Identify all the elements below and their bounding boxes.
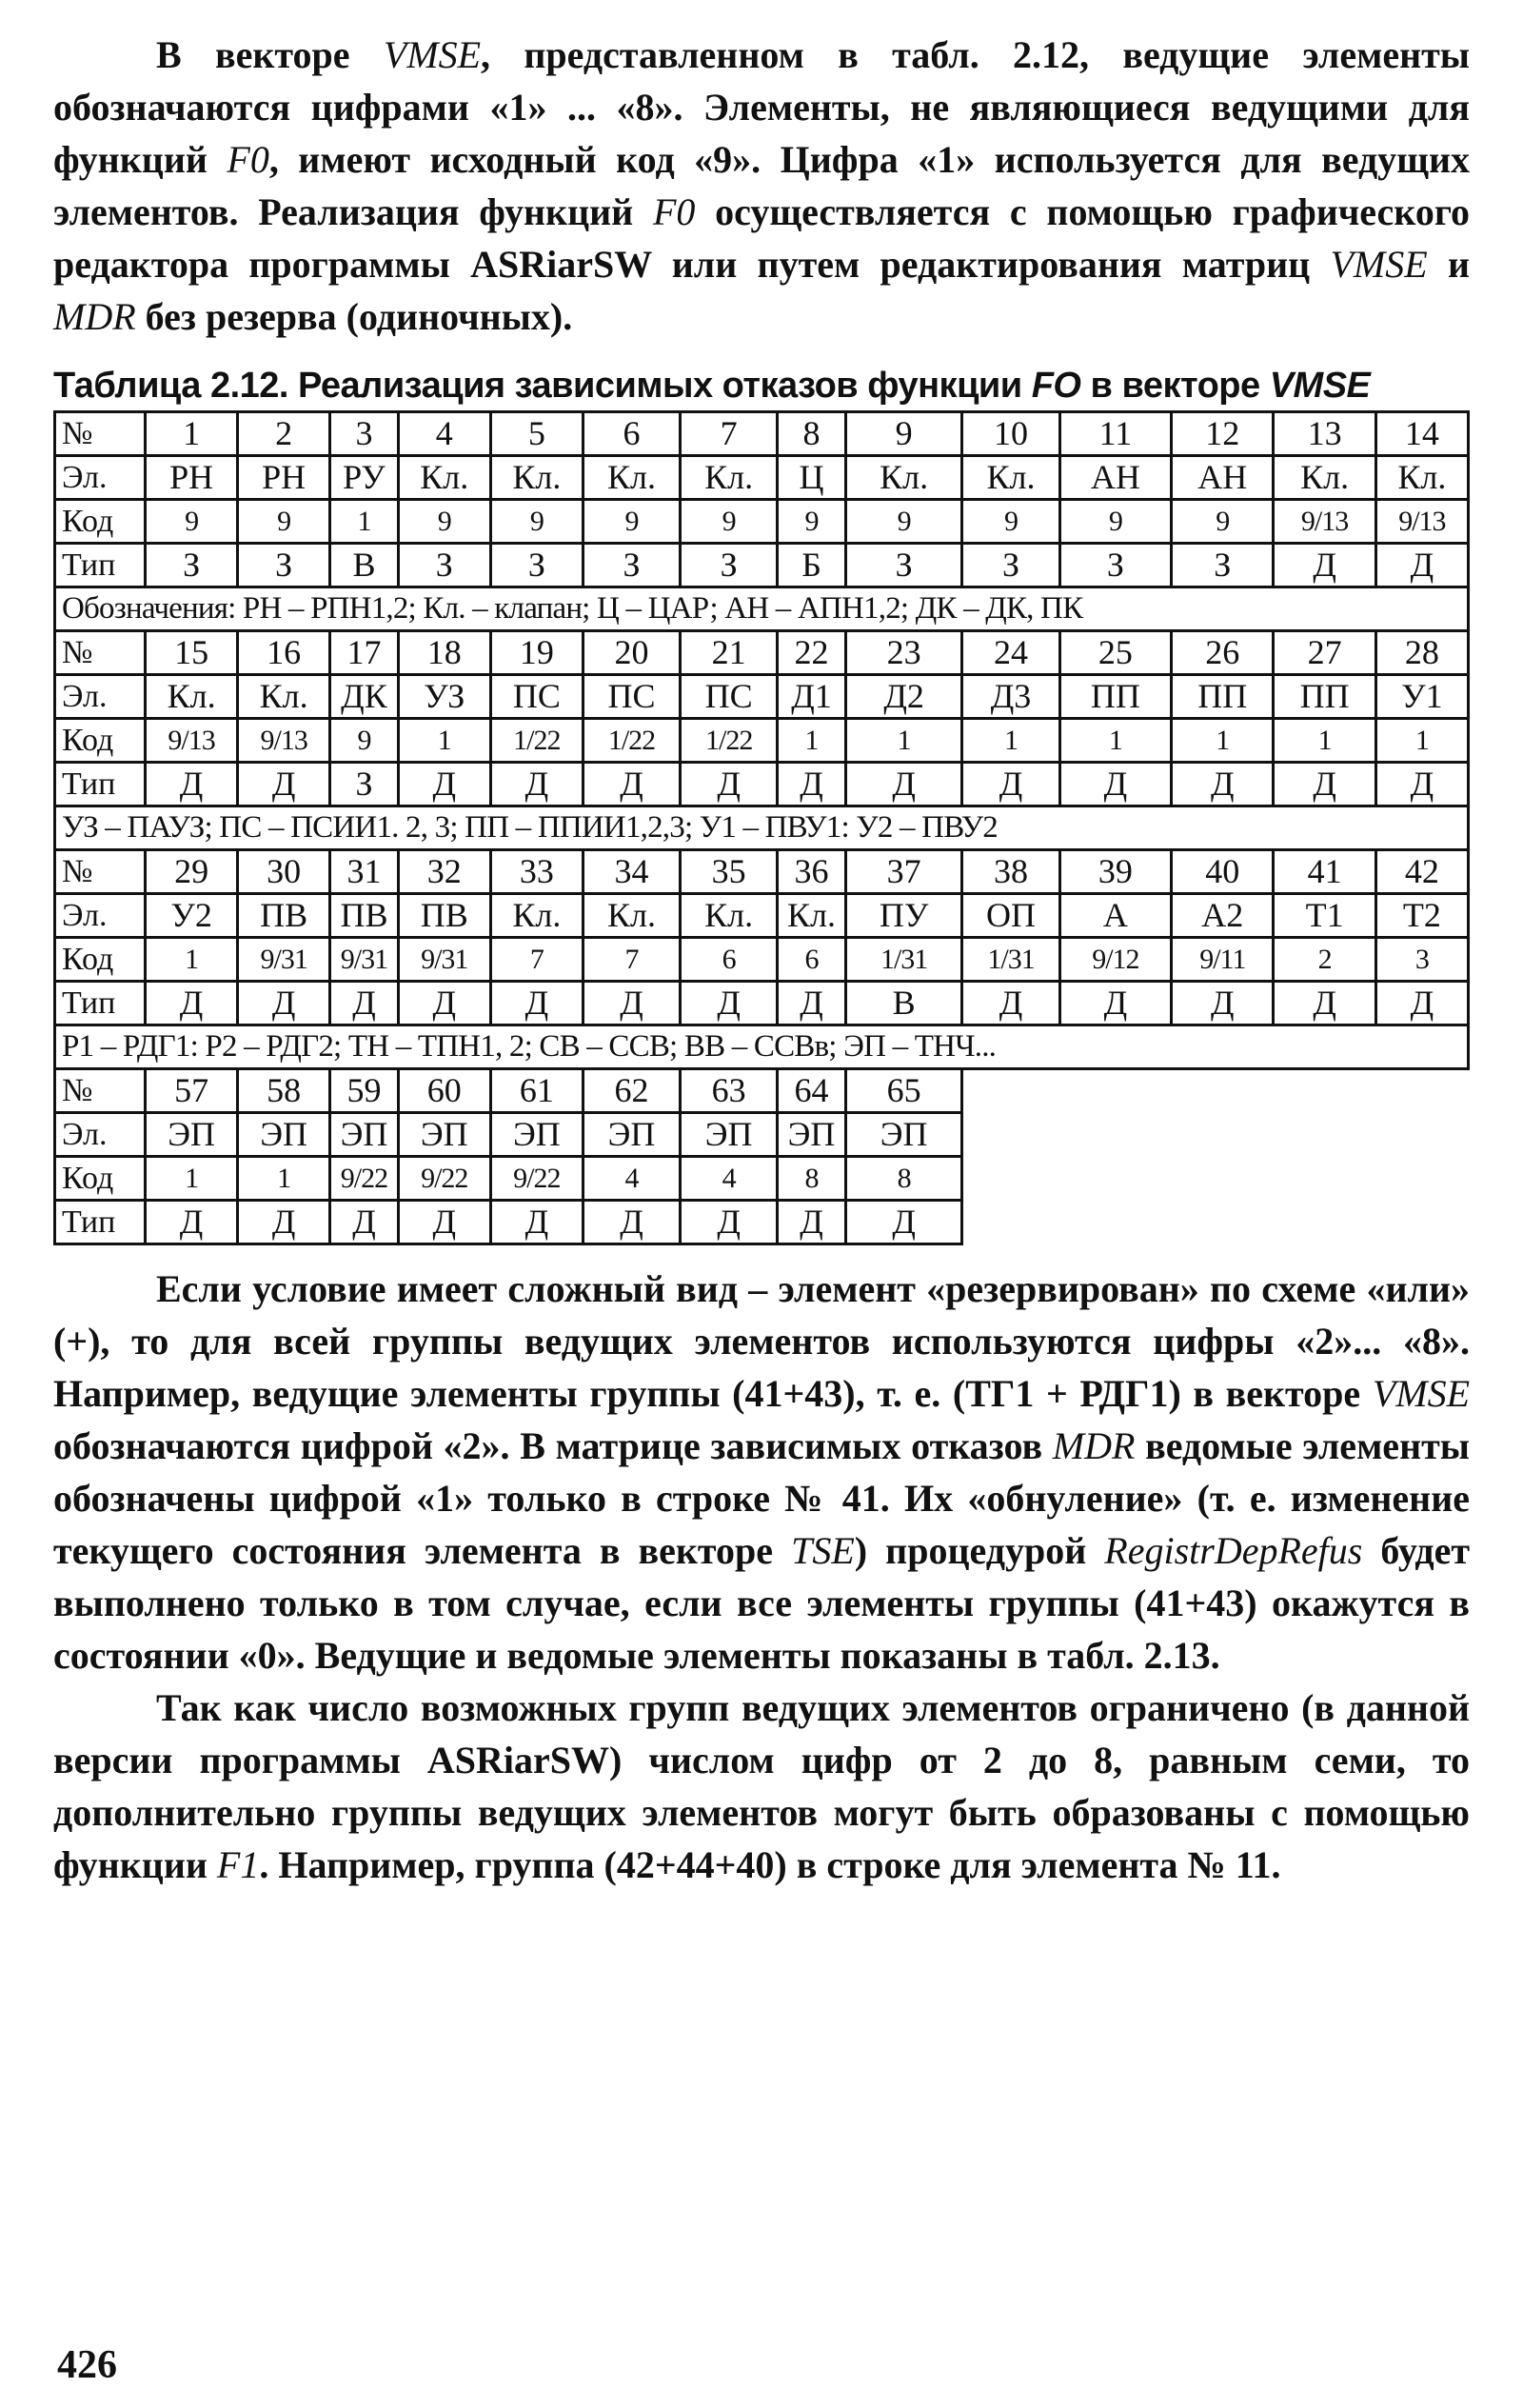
table-cell: З [1172,544,1274,587]
table-cell: Д [778,763,846,806]
row-label: Код [55,500,146,544]
intro-text: осуществляется с помощью графического редактора программы ASRiarSW или путем редактирования матриц [53,190,1470,286]
table-cell: 18 [398,631,490,675]
table-cell: 61 [490,1069,583,1113]
table-cell: 9 [778,500,846,544]
table-cell: 1 [1375,719,1468,763]
table-cell: 1 [1059,719,1172,763]
table-cell: 9 [1172,500,1274,544]
table-cell: 1/31 [962,938,1059,982]
table-cell: ЭП [490,1113,583,1157]
table-cell: А2 [1172,894,1274,938]
table-cell: 6 [681,938,778,982]
table-cell: 9 [330,719,399,763]
table-cell: Д [1059,982,1172,1025]
table-cell: 9/11 [1172,938,1274,982]
table-cell: ЭП [778,1113,846,1157]
table-cell: Д [1172,763,1274,806]
table-cell: Д [845,1201,962,1244]
table-cell: Д [398,1201,490,1244]
table-cell: 35 [681,850,778,894]
table-cell: Д [583,1201,680,1244]
table-cell: РУ [330,456,399,500]
empty-cell [1059,1157,1172,1201]
table-cell: Д [146,1201,238,1244]
page-number: 426 [57,2343,117,2387]
intro-text: В векторе [156,33,384,76]
table-cell: ЭП [845,1113,962,1157]
table-cell: 26 [1172,631,1274,675]
table-cell: 1 [1172,719,1274,763]
code-row [55,938,1469,982]
table-cell: 13 [1274,412,1375,456]
table-cell: Д2 [845,675,962,719]
table-cell: 19 [490,631,583,675]
empty-cell [1375,1069,1468,1113]
table-cell: 4 [398,412,490,456]
row-label: Код [55,719,146,763]
table-cell: 9/31 [330,938,399,982]
table-cell: 14 [1375,412,1468,456]
term-vmse: VMSE [1372,1372,1470,1415]
table-cell: 8 [845,1157,962,1201]
table-cell: Кл. [490,456,583,500]
table-cell: 9/22 [330,1157,399,1201]
row-label: № [55,412,146,456]
table-cell: 62 [583,1069,680,1113]
table-cell: З [330,763,399,806]
paragraph-3: Так как число возможных групп ведущих элементов ограничено (в данной версии программы ASRiarSW) числом цифр от 2 до 8, равным семи, то дополнительно группы ведущих элементов могут быть образованы с помощью функции F1. Например, группа (42+44+40) в строке для элемента № 11. [53,1686,1470,1886]
row-label: Тип [55,1201,146,1244]
table-cell: Д [238,1201,330,1244]
intro-text: , имеют исходный код «9». Цифра «1» используется для ведущих элементов. Реализация функций [53,138,1470,233]
table-cell: 9/13 [146,719,238,763]
table-cell: 1 [398,719,490,763]
table-cell: 9 [238,500,330,544]
table-cell: Д3 [962,675,1059,719]
empty-cell [1375,1113,1468,1157]
table-cell: З [238,544,330,587]
empty-cell [962,1157,1059,1201]
table-cell: Д [330,982,399,1025]
term-f0: F0 [227,138,269,181]
table-cell: АН [1059,456,1172,500]
table-cell: 15 [146,631,238,675]
number-row [55,412,1469,456]
table-cell: 9/12 [1059,938,1172,982]
table-cell: Д [1059,763,1172,806]
table-cell: ПС [681,675,778,719]
term-vmse: VMSE [1330,243,1428,286]
table-cell: У1 [1375,675,1468,719]
table-cell: Д [681,982,778,1025]
table-cell: 59 [330,1069,399,1113]
table-cell: Кл. [681,456,778,500]
empty-cell [962,1069,1059,1113]
table-cell: 8 [778,412,846,456]
table-cell: 32 [398,850,490,894]
table-cell: ПС [490,675,583,719]
table-cell: 37 [845,850,962,894]
table-cell: 41 [1274,850,1375,894]
table-cell: 9/13 [238,719,330,763]
element-row [55,456,1469,500]
empty-cell [962,1113,1059,1157]
table-cell: 1 [845,719,962,763]
table-cell: Д [238,763,330,806]
table-cell: ПВ [330,894,399,938]
row-label: Тип [55,982,146,1025]
table-cell: РН [238,456,330,500]
table-cell: 33 [490,850,583,894]
row-label: № [55,631,146,675]
table-cell: 10 [962,412,1059,456]
row-label: Код [55,1157,146,1201]
empty-cell [1375,1157,1468,1201]
table-cell: 4 [681,1157,778,1201]
table-cell: 40 [1172,850,1274,894]
row-label: № [55,1069,146,1113]
table-cell: 5 [490,412,583,456]
table-cell: ПС [583,675,680,719]
table-cell: А [1059,894,1172,938]
table-cell: З [681,544,778,587]
table-cell: 38 [962,850,1059,894]
table-cell: УЗ [398,675,490,719]
table-cell: 1 [146,938,238,982]
intro-text: и [1427,243,1470,286]
table-cell: 2 [238,412,330,456]
table-cell: ЭП [583,1113,680,1157]
row-label: Тип [55,763,146,806]
type-row [55,982,1469,1025]
table-cell: Д [778,982,846,1025]
row-label: Код [55,938,146,982]
table-cell: В [330,544,399,587]
table-cell: 7 [583,938,680,982]
term-mdr: MDR [1052,1424,1136,1467]
table-cell: 9 [845,412,962,456]
row-label: Эл. [55,894,146,938]
table-cell: Д [681,1201,778,1244]
table-cell: Д [845,763,962,806]
legend-note: УЗ – ПАУЗ; ПС – ПСИИ1. 2, 3; ПП – ППИИ1,2,3; У1 – ПВУ1: У2 – ПВУ2 [55,806,1469,850]
table-cell: 6 [778,938,846,982]
table-cell: Д [962,763,1059,806]
table-cell: 57 [146,1069,238,1113]
table-cell: Б [778,544,846,587]
table-cell: ПВ [238,894,330,938]
table-cell: 11 [1059,412,1172,456]
table-cell: Д [681,763,778,806]
table-cell: Кл. [583,456,680,500]
empty-cell [1172,1201,1274,1244]
term-vmse: VMSE [383,33,482,76]
table-cell: Д [398,763,490,806]
empty-cell [1172,1069,1274,1113]
table-cell: Кл. [490,894,583,938]
table-cell: 1 [330,500,399,544]
table-cell: Ц [778,456,846,500]
table-cell: Д [490,982,583,1025]
empty-cell [1274,1201,1375,1244]
table-cell: 22 [778,631,846,675]
table-cell: 1/22 [490,719,583,763]
elements-table [53,410,1470,1245]
table-cell: ЭП [398,1113,490,1157]
table-cell: ДК [330,675,399,719]
table-cell: Д [962,982,1059,1025]
table-cell: Т2 [1375,894,1468,938]
element-row [55,1113,1469,1157]
table-cell: 64 [778,1069,846,1113]
table-cell: З [146,544,238,587]
table-cell: Д [583,982,680,1025]
empty-cell [1274,1157,1375,1201]
table-cell: 25 [1059,631,1172,675]
table-cell: ПП [1059,675,1172,719]
table-cell: З [398,544,490,587]
table-cell: 36 [778,850,846,894]
table-cell: Д [1375,544,1468,587]
table-cell: Д [1274,982,1375,1025]
table-cell: Д [238,982,330,1025]
code-row [55,500,1469,544]
table-cell: Кл. [146,675,238,719]
table-cell: ПП [1172,675,1274,719]
legend-note: Обозначения: РН – РПН1,2; Кл. – клапан; Ц – ЦАР; АН – АПН1,2; ДК – ДК, ПК [55,587,1469,631]
table-cell: Кл. [962,456,1059,500]
table-cell: 17 [330,631,399,675]
table-cell: 1 [146,1157,238,1201]
legend-row [55,1025,1469,1069]
table-cell: ПУ [845,894,962,938]
table-cell: ЭП [146,1113,238,1157]
table-cell: 7 [681,412,778,456]
table-cell: 21 [681,631,778,675]
empty-cell [1274,1069,1375,1113]
table-cell: 1/22 [583,719,680,763]
table-cell: 9/22 [490,1157,583,1201]
table-cell: 9/31 [398,938,490,982]
table-cell: 1 [1274,719,1375,763]
table-cell: 9 [490,500,583,544]
paragraph-2: Если условие имеет сложный вид – элемент «резервирован» по схеме «или» (+), то для всей группы ведущих элементов используются цифры «2»... «8». Например, ведущие элементы группы (41+43), т. е. (ТГ1 + РДГ1) в векторе VMSE обозначаются цифрой «2». В матрице зависимых отказов MDR ведомые элементы обозначены цифрой «1» только в строке № 41. Их «обнуление» (т. е. изменение текущего состояния элемента в векторе TSE) процедурой RegistrDepRefus будет выполнено только в том случае, если все элементы группы (41+43) окажутся в состоянии «0». Ведущие и ведомые элементы показаны в табл. 2.13. [53,1267,1470,1677]
table-cell: Д [1375,763,1468,806]
table-cell: 8 [778,1157,846,1201]
table-cell: 30 [238,850,330,894]
table-cell: ЭП [238,1113,330,1157]
table-cell: Д [490,1201,583,1244]
table-cell: З [583,544,680,587]
empty-cell [1274,1113,1375,1157]
table-cell: 65 [845,1069,962,1113]
table-cell: Д [1375,982,1468,1025]
table-cell: 9 [845,500,962,544]
table-cell: 29 [146,850,238,894]
row-label: Эл. [55,675,146,719]
table-cell: ПВ [398,894,490,938]
table-cell: 1/31 [845,938,962,982]
table-cell: Д [583,763,680,806]
type-row [55,763,1469,806]
table-cell: З [490,544,583,587]
table-cell: АН [1172,456,1274,500]
table-cell: 9/31 [238,938,330,982]
table-cell: 1 [238,1157,330,1201]
document-page [53,29,1470,1891]
table-cell: ПП [1274,675,1375,719]
row-label: Тип [55,544,146,587]
empty-cell [1172,1113,1274,1157]
empty-cell [1375,1201,1468,1244]
table-cell: 9 [1059,500,1172,544]
table-cell: Кл. [681,894,778,938]
table-cell: Д [146,763,238,806]
empty-cell [1059,1069,1172,1113]
table-cell: Д [330,1201,399,1244]
legend-row [55,806,1469,850]
type-row [55,544,1469,587]
table-cell: З [1059,544,1172,587]
table-cell: 3 [330,412,399,456]
table-cell: Кл. [845,456,962,500]
table-cell: ЭП [330,1113,399,1157]
row-label: № [55,850,146,894]
table-cell: Д [398,982,490,1025]
table-cell: 63 [681,1069,778,1113]
table-cell: З [845,544,962,587]
table-cell: Кл. [583,894,680,938]
table-cell: 9 [146,500,238,544]
table-cell: 23 [845,631,962,675]
table-cell: Кл. [398,456,490,500]
table-cell: З [962,544,1059,587]
table-cell: Д [490,763,583,806]
table-cell: Кл. [238,675,330,719]
table-cell: ОП [962,894,1059,938]
table-cell: 9 [398,500,490,544]
table-cell: ЭП [681,1113,778,1157]
table-cell: 42 [1375,850,1468,894]
empty-cell [1059,1201,1172,1244]
number-row [55,850,1469,894]
intro-paragraph [53,29,1470,343]
number-row [55,631,1469,675]
table-cell: 16 [238,631,330,675]
table-cell: Кл. [778,894,846,938]
table-cell: 28 [1375,631,1468,675]
table-cell: 60 [398,1069,490,1113]
table-cell: 20 [583,631,680,675]
table-cell: Д [778,1201,846,1244]
intro-text: , представленном в табл. 2.12, ведущие элементы обозначаются цифрами «1» ... «8». Элементы, не являющиеся ведущими для функций [53,33,1470,181]
term-tse: TSE [791,1529,855,1572]
table-cell: Д1 [778,675,846,719]
table-cell: Кл. [1375,456,1468,500]
table-cell: 2 [1274,938,1375,982]
table-cell: 39 [1059,850,1172,894]
table-cell: Д [1172,982,1274,1025]
row-label: Эл. [55,456,146,500]
table-cell: 1 [962,719,1059,763]
table-cell: 9 [681,500,778,544]
table-cell: У2 [146,894,238,938]
table-cell: 9/22 [398,1157,490,1201]
term-f1: F1 [216,1843,260,1886]
code-row [55,1157,1469,1201]
empty-cell [1172,1157,1274,1201]
type-row [55,1201,1469,1244]
table-cell: 9/13 [1375,500,1468,544]
table-cell: 58 [238,1069,330,1113]
term-f0: F0 [652,190,696,233]
row-label: Эл. [55,1113,146,1157]
term-procedure: RegistrDepRefus [1104,1529,1363,1572]
table-cell: 24 [962,631,1059,675]
code-row [55,719,1469,763]
table-cell: 12 [1172,412,1274,456]
table-cell: 9/13 [1274,500,1375,544]
intro-text: без резерва (одиночных). [135,295,573,338]
table-cell: 9 [583,500,680,544]
table-cell: 1 [146,412,238,456]
element-row [55,675,1469,719]
table-cell: Д [146,982,238,1025]
empty-cell [1059,1113,1172,1157]
table-cell: 27 [1274,631,1375,675]
table-cell: Д [1274,544,1375,587]
table-cell: 4 [583,1157,680,1201]
legend-row [55,587,1469,631]
table-cell: 6 [583,412,680,456]
table-cell: 1/22 [681,719,778,763]
empty-cell [962,1201,1059,1244]
table-cell: 7 [490,938,583,982]
table-cell: 1 [778,719,846,763]
legend-note: Р1 – РДГ1: Р2 – РДГ2; ТН – ТПН1, 2; СВ – ССВ; ВВ – ССВв; ЭП – ТНЧ... [55,1025,1469,1069]
table-cell: Кл. [1274,456,1375,500]
element-row [55,894,1469,938]
table-cell: 31 [330,850,399,894]
table-cell: Д [1274,763,1375,806]
table-cell: 3 [1375,938,1468,982]
table-cell: Т1 [1274,894,1375,938]
table-cell: 34 [583,850,680,894]
term-mdr: MDR [53,295,136,338]
number-row [55,1069,1469,1113]
table-caption: Таблица 2.12. Реализация зависимых отказов функции FO в векторе VMSE [53,366,1371,406]
table-cell: 9 [962,500,1059,544]
table-cell: В [845,982,962,1025]
table-cell: РН [146,456,238,500]
